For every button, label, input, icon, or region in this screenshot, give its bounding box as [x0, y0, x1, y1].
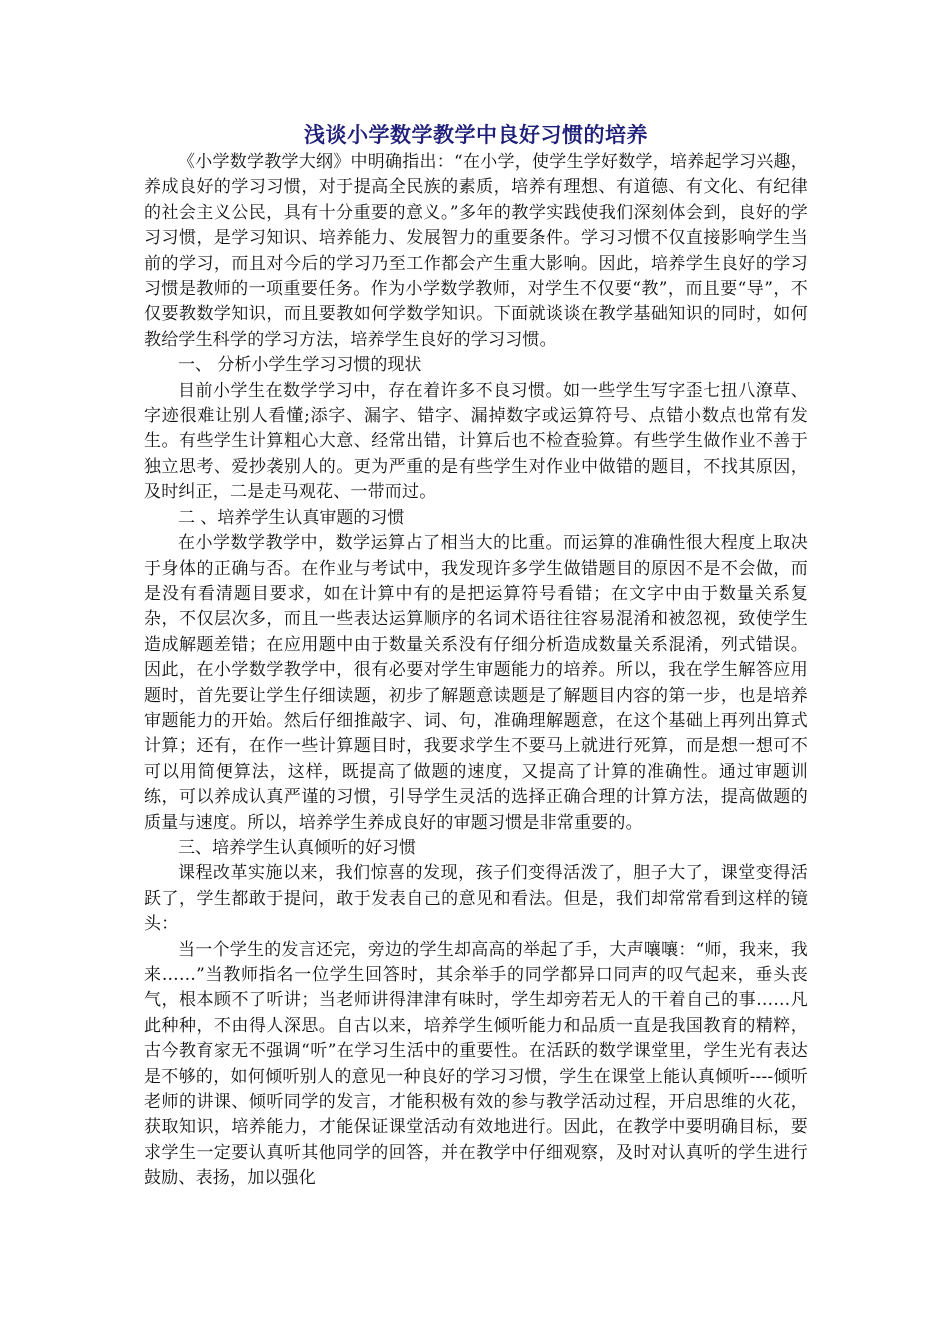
document-body [144, 150, 808, 1192]
document-page [144, 120, 808, 1192]
section-2-paragraph: 在小学数学教学中，数学运算占了相当大的比重。而运算的准确性很大程度上取决于身体的正确与否。在作业与考试中，我发现许多学生做错题目的原因不是不会做，而是没有看清题目要求，如在计算中有的是把运算符号看错；在文字中由于数量关系复杂，不仅层次多，而且一些表达运算顺序的名词术语往往容易混淆和被忽视，致使学生造成解题差错；在应用题中由于数量关系没有仔细分析造成数量关系混淆，列式错误。因此，在小学数学教学中，很有必要对学生审题能力的培养。所以，我在学生解答应用题时，首先要让学生仔细读题，初步了解题意读题是了解题目内容的第一步，也是培养审题能力的开始。然后仔细推敲字、词、句，准确理解题意，在这个基础上再列出算式计算；还有，在作一些计算题目时，我要求学生不要马上就进行死算，而是想一想可不可以用简便算法，这样，既提高了做题的速度，又提高了计算的准确性。通过审题训练，可以养成认真严谨的习惯，引导学生灵活的选择正确合理的计算方法，提高做题的质量与速度。所以，培养学生养成良好的审题习惯是非常重要的。 [144, 533, 808, 833]
section-heading-2: 二 、培养学生认真审题的习惯 [178, 507, 405, 528]
section-3-paragraph-2: 当一个学生的发言还完，旁边的学生却高高的举起了手，大声嚷嚷：“师，我来，我来……”当教师指名一位学生回答时，其余举手的同学都异口同声的叹气起来，垂头丧气，根本顾不了听讲；当老师讲得津津有味时，学生却旁若无人的干着自己的事……凡此种种，不由得人深思。自古以来，培养学生倾听能力和品质一直是我国教育的精粹，古今教育家无不强调“听”在学习生活中的重要性。在活跃的数学课堂里，学生光有表达是不够的，如何倾听别人的意见一种良好的学习习惯，学生在课堂上能认真倾听----倾听老师的讲课、倾听同学的发言，才能积极有效的参与教学活动过程，开启思维的火花，获取知识，培养能力，才能保证课堂活动有效地进行。因此，在教学中要明确目标，要求学生一定要认真听其他同学的回答，并在教学中仔细观察，及时对认真听的学生进行鼓励、表扬，加以强化 [144, 939, 808, 1189]
section-heading-1: 一、 分析小学生学习习惯的现状 [178, 355, 422, 376]
section-3-paragraph-1: 课程改革实施以来，我们惊喜的发现，孩子们变得活泼了，胆子大了，课堂变得活跃了，学生都敢于提问，敢于发表自己的意见和看法。但是，我们却常常看到这样的镜头： [144, 863, 808, 935]
section-1-paragraph: 目前小学生在数学学习中，存在着许多不良习惯。如一些学生写字歪七扭八潦草、字迹很难让别人看懂;添字、漏字、错字、漏掉数字或运算符号、点错小数点也常有发生。有些学生计算粗心大意、经常出错，计算后也不检查验算。有些学生做作业不善于独立思考、爱抄袭别人的。更为严重的是有些学生对作业中做错的题目，不找其原因，及时纠正，二是走马观花、一带而过。 [144, 380, 808, 503]
intro-paragraph: 《小学数学教学大纲》中明确指出：“在小学，使学生学好数学，培养起学习兴趣，养成良好的学习习惯，对于提高全民族的素质，培养有理想、有道德、有文化、有纪律的社会主义公民，具有十分重要的意义。”多年的教学实践使我们深刻体会到，良好的学习习惯，是学习知识、培养能力、发展智力的重要条件。学习习惯不仅直接影响学生当前的学习，而且对今后的学习乃至工作都会产生重大影响。因此，培养学生良好的学习习惯是教师的一项重要任务。作为小学数学教师，对学生不仅要“教”，而且要“导”，不仅要教数学知识，而且要教如何学数学知识。下面就谈谈在教学基础知识的同时，如何教给学生科学的学习方法，培养学生良好的学习习惯。 [144, 152, 808, 350]
section-heading-3: 三、培养学生认真倾听的好习惯 [178, 837, 416, 858]
document-title: 浅谈小学数学教学中良好习惯的培养 [304, 123, 648, 147]
